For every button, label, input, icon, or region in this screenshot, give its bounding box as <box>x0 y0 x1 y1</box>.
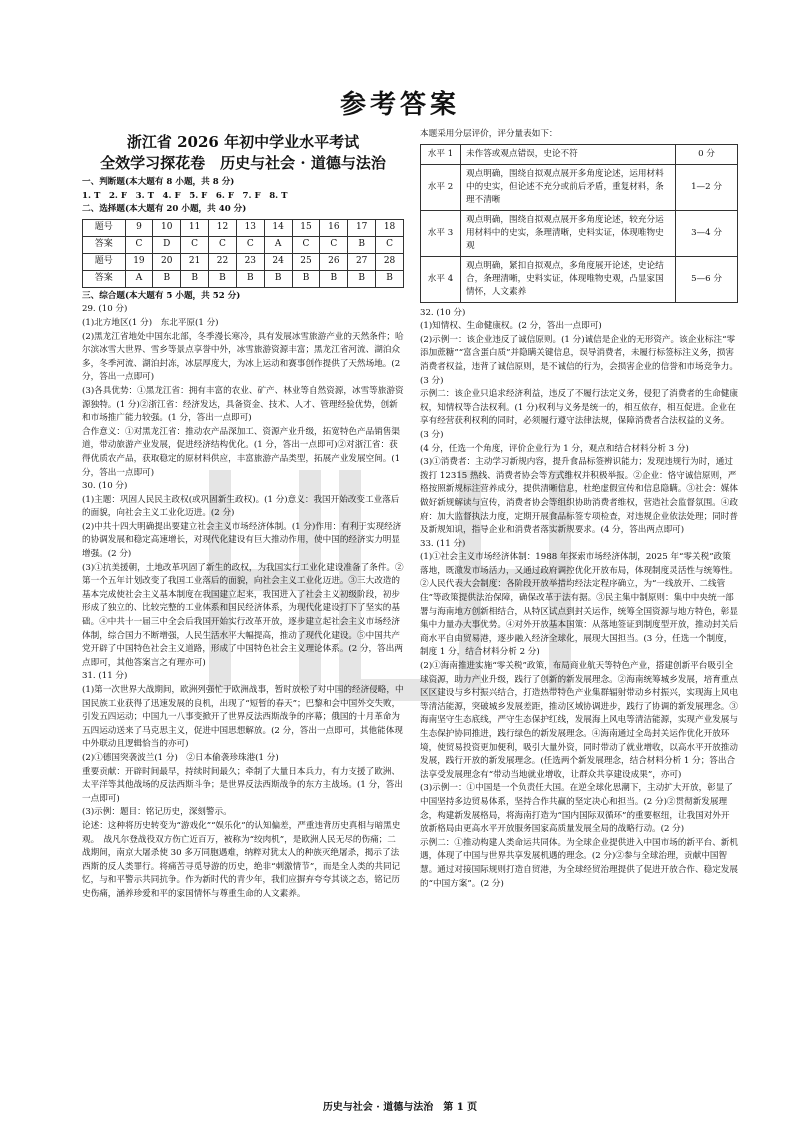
choice-cell: 24 <box>264 253 292 270</box>
choice-cell: C <box>320 236 348 253</box>
choice-cell: C <box>236 236 264 253</box>
choice-cell: 12 <box>209 219 237 236</box>
choice-cell: 27 <box>348 253 376 270</box>
rubric-score: 0 分 <box>676 144 738 164</box>
exam-subtitle: 全效学习探花卷 历史与社会 · 道德与法治 <box>100 154 386 172</box>
choice-table-row <box>83 219 404 236</box>
rubric-score: 1—2 分 <box>676 164 738 210</box>
rubric-row <box>421 144 738 164</box>
choice-row-header: 题号 <box>83 219 126 236</box>
rubric-row <box>421 164 738 210</box>
choice-table-row <box>83 270 404 287</box>
rubric-description: 观点明确，围绕自拟观点展开多角度论述，较充分运用材料中的史实，条理清晰，史料实证，体现唯物史观 <box>461 210 676 256</box>
rubric-score: 3—4 分 <box>676 210 738 256</box>
section-comprehensive-title: 三、综合题(本大题有 5 小题，共 52 分) <box>82 290 241 301</box>
answer-paragraph: 示例二：该企业只追求经济利益，违反了不履行法定义务，侵犯了消费者的生命健康权，知情权等合法权利。(1 分)权利与义务是统一的，相互依存，相互促进。企业在享有经营获利权利的同时，必须履行遵守法律法规，保障消费者合法权益的义务。(3 分) <box>420 389 738 440</box>
right-answer-lines <box>420 307 738 892</box>
rubric-level: 水平 3 <box>421 210 461 256</box>
choice-cell: 26 <box>320 253 348 270</box>
answer-paragraph: (1)北方地区(1 分) 东北平原(1 分) <box>82 317 219 328</box>
choice-cell: C <box>292 236 320 253</box>
choice-table-row <box>83 236 404 253</box>
rubric-level: 水平 2 <box>421 164 461 210</box>
left-answer-lines <box>82 303 404 901</box>
answer-paragraph: (2)示例一：该企业违反了诚信原则。(1 分)诚信是企业的无形资产。该企业标注“零添加蔗糖”“富含蛋白质”并隐瞒关键信息，误导消费者，未履行标签标注义务，损害消费者权益，违背了诚信原则，是不诚信的行为，会损害企业的信誉和市场竞争力。(3 分) <box>420 334 738 386</box>
choice-cell: B <box>292 270 320 287</box>
choice-cell: B <box>320 270 348 287</box>
left-column <box>82 128 404 902</box>
answer-paragraph: (4 分，任选一个角度，评价企业行为 1 分，观点和结合材料分析 3 分) <box>420 443 689 454</box>
choice-cell: B <box>376 270 404 287</box>
rubric-description: 观点明确，围绕自拟观点展开多角度论述，运用材料中的史实，但论述不充分或前后矛盾，重复材料，条理不清晰 <box>461 164 676 210</box>
answer-paragraph: (2)①海南推进实施“零关税”政策，布局商业航天等特色产业，搭建创新平台吸引全球资源，助力产业升级，践行了创新的新发展理念。②海南统筹城乡发展，培育重点区区建设与乡村振兴结合，打造热带特色产业集群辐射带动乡村振兴，实现海上风电等清洁能源，突破城乡发展差距，推动区域协调进步，践行了协调的新发展理念。③海南坚守生态底线，严守生态保护红线，发展海上风电等清洁能源，实现产业发展与生态保护协同推进，践行绿色的新发展理念。④海南通过全岛封关运作优化开放环境，使贸易投资更加便利，吸引大量外资，同时带动了就业增收，以高水平开放推动发展，践行开放的新发展理念。(任选两个新发展理念，结合材料分析 1 分；答出合法享受发展理念有“带动当地就业增收，让群众共享建设成果”，亦可) <box>420 661 738 780</box>
section-judgement-title: 一、判断题(本大题有 8 小题，共 8 分) <box>82 177 235 187</box>
rubric-row <box>421 256 738 302</box>
choice-cell: 25 <box>292 253 320 270</box>
choice-cell: B <box>264 270 292 287</box>
rubric-row <box>421 210 738 256</box>
answer-paragraph: 合作意义：①对黑龙江省：推动农产品深加工、资源产业升级，拓宽特色产品销售渠道，带动旅游产业发展，促进经济结构优化。(1 分，答出一点即可)②对浙江省：获得优质农产品，获取稳定的原材料供应，丰富旅游产品类型，拓展产业发展空间。(1 分，答出一点即可) <box>82 426 401 478</box>
answer-paragraph: 31. (11 分) <box>82 671 128 682</box>
choice-cell: 23 <box>236 253 264 270</box>
choice-cell: D <box>153 236 181 253</box>
rubric-level: 水平 4 <box>421 256 461 302</box>
choice-cell: C <box>376 236 404 253</box>
rubric-score: 5—6 分 <box>676 256 738 302</box>
rubric-description: 未作答或观点错误，史论不符 <box>461 144 676 164</box>
answer-paragraph: 30. (10 分) <box>82 481 128 492</box>
answer-paragraph: 33. (11 分) <box>420 538 466 549</box>
rubric-table <box>420 144 738 303</box>
page-footer: 历史与社会 · 道德与法治 第 1 页 <box>322 1102 478 1113</box>
choice-cell: B <box>209 270 237 287</box>
choice-cell: B <box>181 270 209 287</box>
answer-paragraph: (2)黑龙江省地处中国东北部，冬季漫长寒冷，具有发展冰雪旅游产业的天然条件；哈尔滨冰雪大世界、雪乡等景点享誉中外，冰雪旅游资源丰富；黑龙江省河流、湖泊众多，冬季河流、湖泊封冻，冰层厚度大，为冰上运动和赛事创作提供了天然场地。(2 分，答出一点即可) <box>82 331 404 383</box>
choice-cell: B <box>153 270 181 287</box>
choice-answer-table <box>82 219 404 288</box>
choice-cell: A <box>264 236 292 253</box>
answer-paragraph: (1)知情权、生命健康权。(2 分，答出一点即可) <box>420 321 602 332</box>
answer-paragraph: (3)各具优势：①黑龙江省：拥有丰富的农业、矿产、林业等自然资源，冰雪等旅游资源独特。(1 分)②浙江省：经济发达，具备资金、技术、人才、管理经验优势，创新和市场推广能力较强。(1 分，答出一点即可) <box>82 385 404 424</box>
choice-cell: 17 <box>348 219 376 236</box>
choice-cell: 10 <box>153 219 181 236</box>
answer-paragraph: (2)中共十四大明确提出要建立社会主义市场经济体制。(1 分)作用：有利于实现经济的协调发展和稳定高速增长，对现代化建设有巨大推动作用，使中国的经济实力明显增强。(2 分) <box>82 521 402 560</box>
answer-paragraph: (3)①抗美援朝，土地改革巩固了新生的政权，为我国实行工业化建设准备了条件。②第一个五年计划改变了我国工业落后的面貌，向社会主义工业化迈进。③三大改造的基本完成使社会主义基本制度在我国建立起来，我国进入了社会主义初级阶段，初步形成了独立的、比较完整的工业体系和国民经济体系，为现代化建设打下了坚实的基础。④中共十一届三中全会后我国开始实行改革开放，逐步建立起社会主义市场经济体制，综合国力不断增强，人民生活水平大幅提高，推动了现代化建设。⑤中国共产党开辟了中国特色社会主义道路，形成了中国特色社会主义理论体系。(2 分，答出两点即可，其他答案言之有理亦可) <box>82 562 404 668</box>
answer-paragraph: 论述：这种将历史转变为“游戏化”“娱乐化”的认知偏差，严重违背历史真相与暗黑史观。 战凡尔登战役双方伤亡近百万，被称为“绞肉机”，是欧洲人民无尽的伤痛；二战期间，南京大屠杀使 30 多万同胞遇难，纳粹对犹太人的种族灭绝屠杀，揭示了法西斯的反人类罪行。将痛苦寻觅导游的历史，绝非“刺激情节”，而是全人类的共同记忆，与和平警示共同抗争。作为新时代的青少年，我们应摒弃夸夸其谈之态，铭记历史伤痛，涵养珍爱和平的家国情怀与尊重生命的人文素养。 <box>82 820 401 899</box>
choice-cell: 19 <box>125 253 153 270</box>
choice-cell: B <box>236 270 264 287</box>
choice-cell: C <box>125 236 153 253</box>
answer-paragraph: (1)主题：巩固人民民主政权(或巩固新生政权)。(1 分)意义：我国开始改变工业落后的面貌，向社会主义工业化迈进。(2 分) <box>82 494 400 519</box>
choice-cell: 28 <box>376 253 404 270</box>
answer-paragraph: (3)①消费者：主动学习新规内容，提升食品标签辨识能力；发现违规行为时，通过拨打 12315 热线、消费者协会等方式维权并积极举报。②企业：恪守诚信原则，严格按照新规标注营养成分，提供清晰信息，杜绝虚假宣传和信息隐瞒。③社会：媒体做好新规解读与宣传，消费者协会等组织协助消费者维权，营造社会监督氛围。④政府：加大监督执法力度，定期开展食品标签专项检查，对违规企业依法处理；同时普及新规知识，指导企业和消费者落实新规要求。(4 分，答出两点即可) <box>420 457 738 536</box>
section-choice-title: 二、选择题(本大题有 20 小题，共 40 分) <box>82 204 247 215</box>
rubric-description: 观点明确，紧扣自拟观点，多角度展开论述，史论结合，条理清晰，史料实证，体现唯物史观，凸显家国情怀，人文素养 <box>461 256 676 302</box>
choice-cell: 21 <box>181 253 209 270</box>
choice-cell: B <box>348 236 376 253</box>
answer-paragraph: 29. (10 分) <box>82 304 128 315</box>
answer-paragraph: (3)示例一：①中国是一个负责任大国。在逆全球化思潮下，主动扩大开放，彰显了中国坚持多边贸易体系，坚持合作共赢的坚定决心和担当。(2 分)②贯彻新发展理念，构建新发展格局，将海南打造为“国内国际双循环”的重要枢纽，让我国对外开放新格局由更高水平开放服务国家高质量发展全局的战略行动。(2 分) <box>420 783 733 835</box>
choice-cell: 16 <box>320 219 348 236</box>
choice-cell: B <box>348 270 376 287</box>
answer-paragraph: 示例二：①推动构建人类命运共同体。为全球企业提供进入中国市场的新平台、新机遇，体现了中国与世界共享发展机遇的理念。(2 分)②参与全球治理，贡献中国智慧。通过对接国际规则打造自贸港，为全球经贸治理提供了促进开放合作、稳定发展的“中国方案”。(2 分) <box>420 837 738 889</box>
answer-paragraph: 32. (10 分) <box>420 307 466 318</box>
choice-cell: C <box>181 236 209 253</box>
choice-cell: 14 <box>264 219 292 236</box>
answer-paragraph: (1)①社会主义市场经济体制：1988 年探索市场经济体制，2025 年“零关税”政策落地，既激发市场活力，又通过政府调控优化开放布局，体现制度灵活性与统筹性。②人民代表大会制度：各阶段开放举措均经法定程序确立，为“一线放开、二线管住”等政策提供法治保障，确保改革于法有据。③民主集中制原则：集中中央统一部署与海南地方创新相结合，从特区试点到封关运作，统筹全国资源与地方特色，彰显集中力量办大事优势。④对外开放基本国策：从落地签证到制度型开放，推动封关后商水平自由贸易港，逐步融入经济全球化，展现大国担当。(3 分，任选一个制度，制度 1 分，结合材料分析 2 分) <box>420 552 738 658</box>
choice-table-row <box>83 253 404 270</box>
choice-row-header: 答案 <box>83 236 126 253</box>
choice-row-header: 题号 <box>83 253 126 270</box>
exam-title: 浙江省 2026 年初中学业水平考试 <box>126 133 360 151</box>
answer-paragraph: 重要贡献：开辟时间最早，持续时间最久；牵制了大量日本兵力，有力支援了欧洲、太平洋等其他战场的反法西斯斗争；是世界反法西斯战争的东方主战场。(1 分，答出一点即可) <box>82 766 403 804</box>
choice-cell: 20 <box>153 253 181 270</box>
judgement-answers: 1. T 2. F 3. T 4. F 5. F 6. F 7. F 8. T <box>82 190 288 201</box>
choice-cell: 9 <box>125 219 153 236</box>
rubric-intro: 本题采用分层评价，评分量表如下： <box>420 129 558 139</box>
choice-cell: 15 <box>292 219 320 236</box>
choice-cell: 11 <box>181 219 209 236</box>
choice-cell: 22 <box>209 253 237 270</box>
page-heading: 参考答案 <box>339 90 460 120</box>
answer-paragraph: (1)第一次世界大战期间，欧洲列强忙于欧洲战事，暂时放松了对中国的经济侵略，中国民族工业获得了迅速发展的良机，出现了“短暂的春天”；巴黎和会中国外交失败，引发五四运动；中国九一八事变掀开了世界反法西斯战争的序幕；俄国的十月革命为五四运动送来了马克思主义，促进中国思想解放。(2 分，答出一点即可，其他能体现中外联动且逻辑恰当的亦可) <box>82 685 404 750</box>
choice-cell: 18 <box>376 219 404 236</box>
answer-paragraph: (2)①德国突袭波兰(1 分) ②日本偷袭珍珠港(1 分) <box>82 752 279 763</box>
answer-paragraph: (3)示例：题目：铭记历史，深刻警示。 <box>82 807 232 818</box>
choice-row-header: 答案 <box>83 270 126 287</box>
choice-cell: A <box>125 270 153 287</box>
choice-cell: C <box>209 236 237 253</box>
right-column <box>420 128 738 891</box>
rubric-level: 水平 1 <box>421 144 461 164</box>
choice-cell: 13 <box>236 219 264 236</box>
